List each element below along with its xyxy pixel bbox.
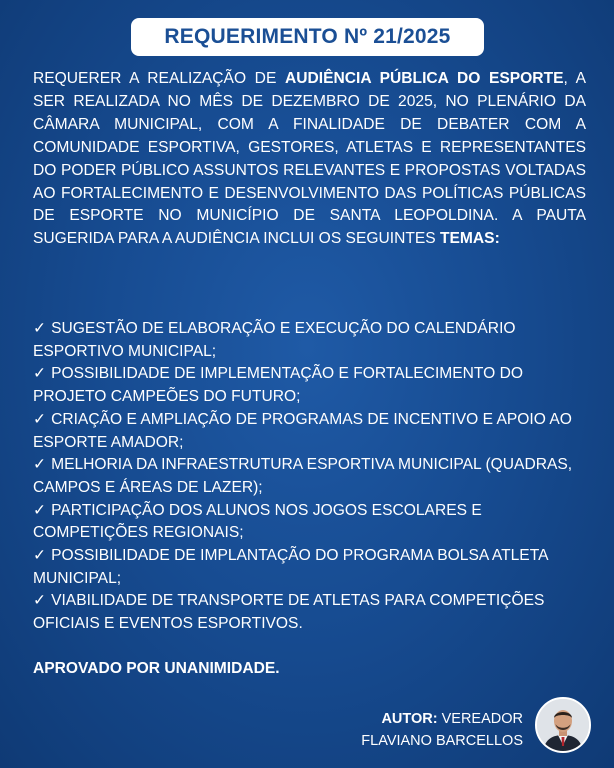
intro-text-2: , A SER REALIZADA NO MÊS DE DEZEMBRO DE 2025, NO PLENÁRIO DA CÂMARA MUNICIPAL, COM A FINALIDADE DE DEBATER COM A COMUNIDADE ESPORTIVA, GESTORES, ATLETAS E REPRESENTANTES DO PODER PÚBLICO ASSUNTOS RELEVANTES E PROPOSTAS VOLTADAS AO FORTALECIMENTO E DESENVOLVIMENTO DAS POLÍTICAS PÚBLICAS DE ESPORTE NO MUNICÍPIO DE SANTA LEOPOLDINA. A PAUTA SUGERIDA PARA A AUDIÊNCIA INCLUI OS SEGUINTES — [33, 70, 586, 248]
list-item — [33, 318, 593, 363]
check-icon: ✓ — [33, 592, 47, 610]
title-badge — [131, 18, 484, 56]
check-icon: ✓ — [33, 410, 47, 428]
author-line-1 — [361, 708, 523, 730]
topic-text: CRIAÇÃO E AMPLIAÇÃO DE PROGRAMAS DE INCENTIVO E APOIO AO ESPORTE AMADOR; — [33, 410, 572, 451]
intro-highlight-audiencia: AUDIÊNCIA PÚBLICA DO ESPORTE — [284, 70, 564, 87]
avatar — [535, 697, 591, 753]
list-item — [33, 409, 593, 454]
author-label: AUTOR: — [381, 711, 438, 727]
list-item — [33, 363, 593, 408]
author-role: VEREADOR — [437, 711, 523, 727]
topic-text: POSSIBILIDADE DE IMPLEMENTAÇÃO E FORTALECIMENTO DO PROJETO CAMPEÕES DO FUTURO; — [33, 365, 524, 406]
intro-paragraph — [33, 68, 586, 251]
topic-text: POSSIBILIDADE DE IMPLANTAÇÃO DO PROGRAMA BOLSA ATLETA MUNICIPAL; — [33, 547, 548, 587]
check-icon: ✓ — [33, 501, 47, 519]
topic-text: MELHORIA DA INFRAESTRUTURA ESPORTIVA MUNICIPAL (QUADRAS, CAMPOS E ÁREAS DE LAZER); — [33, 456, 573, 496]
list-item — [33, 500, 593, 545]
author-portrait-icon — [537, 699, 589, 751]
page-title: REQUERIMENTO Nº 21/2025 — [164, 25, 451, 48]
check-icon: ✓ — [33, 456, 47, 474]
topic-text: VIABILIDADE DE TRANSPORTE DE ATLETAS PARA COMPETIÇÕES OFICIAIS E EVENTOS ESPORTIVOS. — [33, 592, 545, 633]
list-item — [33, 590, 593, 635]
topics-list — [33, 318, 593, 636]
list-item — [33, 454, 593, 499]
approval-status: APROVADO POR UNANIMIDADE. — [33, 660, 280, 677]
check-icon: ✓ — [33, 365, 47, 383]
topic-text: SUGESTÃO DE ELABORAÇÃO E EXECUÇÃO DO CALENDÁRIO ESPORTIVO MUNICIPAL; — [33, 320, 516, 360]
topic-text: PARTICIPAÇÃO DOS ALUNOS NOS JOGOS ESCOLARES E COMPETIÇÕES REGIONAIS; — [33, 501, 482, 542]
intro-text-1: REQUERER A REALIZAÇÃO DE — [33, 70, 285, 87]
author-name: FLAVIANO BARCELLOS — [361, 733, 523, 749]
list-item — [33, 545, 593, 590]
check-icon: ✓ — [33, 547, 47, 565]
intro-highlight-temas: TEMAS: — [440, 230, 500, 248]
check-icon: ✓ — [33, 320, 47, 337]
author-credit — [361, 708, 523, 752]
